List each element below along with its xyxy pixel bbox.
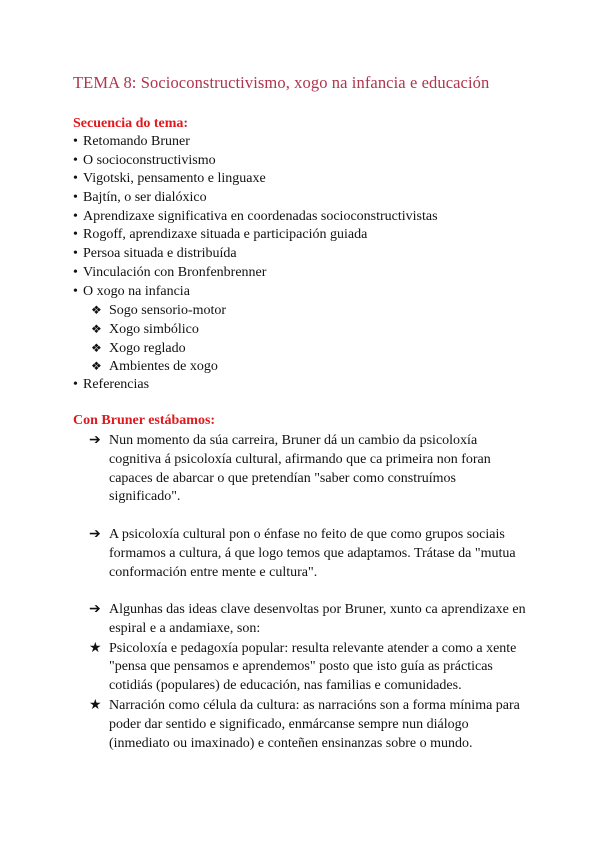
diamond-icon: ❖ xyxy=(91,321,102,336)
bullet-icon: • xyxy=(73,264,78,280)
arrow-icon: ➔ xyxy=(89,527,101,542)
diamond-icon: ❖ xyxy=(91,359,102,374)
bullet-icon: • xyxy=(73,283,78,299)
bullet-icon: • xyxy=(73,376,78,392)
bullet-icon: • xyxy=(73,208,78,224)
list-item: • Persoa situada e distribuída xyxy=(73,245,438,264)
bullet-icon: • xyxy=(73,134,78,149)
bruner-key-ideas: ➔ Algunhas das ideas clave desenvoltas por Bruner, xunto ca aprendizaxe en espiral e a andamiaxe, son: ★ Psicoloxía e pedagoxía popular: resulta relevante atender a como a xente "pensa que pensamos e aprendemos" posto que isto guía as prácticas cotidiás (populares) de educación, nas familias e comunidades. ★ Narración como célula da cultura: as narracións son a forma mínima para poder dar sentido e significado, enmárcanse sempre nun diálogo (inmediato ou imaxinado) e conteñen ensinanzas sobre o mundo. xyxy=(89,602,526,751)
list-item: • O xogo na infancia xyxy=(73,283,438,302)
list-item: • Rogoff, aprendizaxe situada e participación guiada xyxy=(73,226,438,245)
list-item: • Retomando Bruner xyxy=(73,133,438,152)
bruner-paragraph: ➔ Nun momento da súa carreira, Bruner dá un cambio da psicoloxía cognitiva á psicoloxía cultural, afirmando que ca primeira non foran capaces de abarcar o que pretendían "saber como construímos significado". xyxy=(89,433,491,505)
sub-list-item: ❖ Ambientes de xogo xyxy=(91,359,218,375)
bullet-icon: • xyxy=(73,152,78,168)
list-item: • Aprendizaxe significativa en coordenadas socioconstructivistas xyxy=(73,208,438,227)
diamond-icon: ❖ xyxy=(91,303,102,318)
star-icon: ★ xyxy=(89,697,102,713)
bullet-icon: • xyxy=(73,171,78,187)
list-item: • Vigotski, pensamento e linguaxe xyxy=(73,170,438,189)
bullet-icon: • xyxy=(73,246,78,262)
list-item: • Vinculación con Bronfenbrenner xyxy=(73,264,438,283)
list-item: • Referencias xyxy=(73,376,438,395)
sequence-heading: Secuencia do tema: xyxy=(73,116,189,131)
sub-list-item: ❖ Xogo reglado xyxy=(91,340,186,356)
list-item: • Bajtín, o ser dialóxico xyxy=(73,189,438,208)
bullet-icon: • xyxy=(73,190,78,206)
list-item: • O socioconstructivismo xyxy=(73,152,438,171)
star-icon: ★ xyxy=(89,640,102,656)
arrow-icon: ➔ xyxy=(89,602,101,617)
page-title: TEMA 8: Socioconstructivismo, xogo na infancia e educación xyxy=(73,73,490,92)
bruner-heading: Con Bruner estábamos: xyxy=(73,413,216,428)
bruner-paragraph: ➔ A psicoloxía cultural pon o énfase no feito de que como grupos sociais formamos a cultura, á que logo temos que adaptamos. Trátase da "mutua conformación entre mente e cultura". xyxy=(89,527,516,580)
bullet-icon: • xyxy=(73,227,78,243)
arrow-icon: ➔ xyxy=(89,433,101,448)
sub-list-item: ❖ Sogo sensorio-motor xyxy=(91,303,227,319)
sequence-list xyxy=(73,133,438,395)
sub-list-item: ❖ Xogo simbólico xyxy=(91,321,199,337)
diamond-icon: ❖ xyxy=(91,340,102,355)
